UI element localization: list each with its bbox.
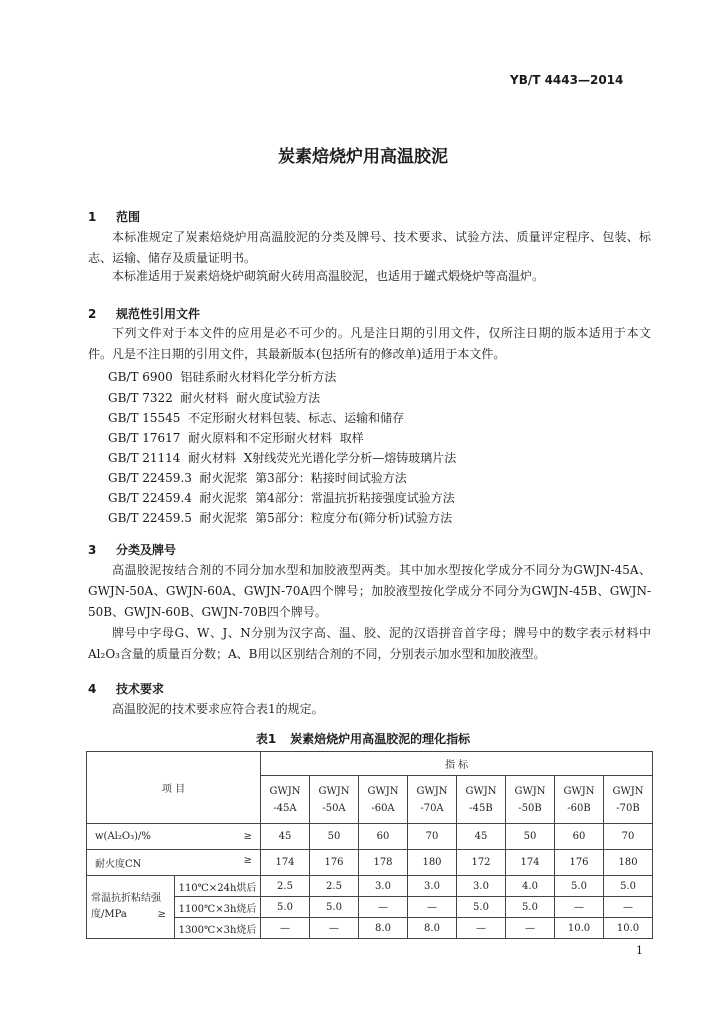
table-cell: 70 [408,824,457,850]
table-cell: 70 [604,824,653,850]
reference-item: GB/T 6900 铝硅系耐火材料化学分析方法 [108,370,337,384]
grade-header: GWJN -70A [408,776,457,824]
index-header-cell [261,752,653,776]
table-cell: 5.0 [310,897,359,918]
section-4-heading [88,680,164,697]
table-cell: 60 [359,824,408,850]
table-cell: 4.0 [506,876,555,897]
specification-table [86,751,653,939]
item-header: 项 目 [161,784,186,795]
table-caption-number: 表1 [255,732,277,746]
table-cell: 45 [457,824,506,850]
grade-header: GWJN -70B [604,776,653,824]
section-3-paragraph-1: 高温胶泥按结合剂的不同分加水型和加胶液型两类。其中加水型按化学成分不同分为GWJN-45A、GWJN-50A、GWJN-60A、GWJN-70A四个牌号；加胶液型按化学成分不同分为GWJN-45B、GWJN-50B、GWJN-60B、GWJN-70B四个牌号。 [88,563,651,619]
section-3-heading [88,541,176,558]
table-caption-title: 炭素焙烧炉用高温胶泥的理化指标 [290,732,471,746]
row-label-al2o3: w(Al₂O₃)/% ≥ [87,824,261,850]
section-number: 4 [88,682,97,696]
table-cell: 5.0 [261,897,310,918]
table-caption [0,730,726,747]
table-cell: 3.0 [408,876,457,897]
grade-header: GWJN -45A [261,776,310,824]
reference-item: GB/T 17617 耐火原料和不定形耐火材料 取样 [108,431,364,445]
grade-header: GWJN -60B [555,776,604,824]
grade-header: GWJN -50B [506,776,555,824]
section-3-paragraph-2: 牌号中字母G、W、J、N分别为汉字高、温、胶、泥的汉语拼音首字母；牌号中的数字表示材料中Al₂O₃含量的质量百分数；A、B用以区别结合剂的不同，分别表示加水型和加胶液型。 [88,626,651,661]
grade-header: GWJN -60A [359,776,408,824]
grade-header: GWJN -50A [310,776,359,824]
section-title: 分类及牌号 [116,543,177,557]
page-number: 1 [636,944,643,957]
section-number: 2 [88,307,97,321]
reference-item: GB/T 22459.4 耐火泥浆 第4部分：常温抗折粘接强度试验方法 [108,491,455,505]
table-cell: 5.0 [506,897,555,918]
table-cell: 5.0 [604,876,653,897]
section-1-paragraph-2: 本标准适用于炭素焙烧炉砌筑耐火砖用高温胶泥，也适用于罐式煅烧炉等高温炉。 [112,269,545,283]
table-cell: 8.0 [408,918,457,939]
table-cell: 176 [310,850,359,876]
reference-item: GB/T 22459.3 耐火泥浆 第3部分：粘接时间试验方法 [108,471,407,485]
table-cell: 3.0 [457,876,506,897]
section-title: 范围 [116,210,141,224]
row-label-refractoriness: 耐火度CN ≥ [87,850,261,876]
condition-cell: 1100℃×3h烧后 [175,897,261,918]
table-cell: 10.0 [604,918,653,939]
reference-item: GB/T 21114 耐火材料 X射线荧光光谱化学分析—熔铸玻璃片法 [108,451,457,465]
table-cell: 8.0 [359,918,408,939]
table-cell: 180 [408,850,457,876]
table-cell: — [261,918,310,939]
table-cell: — [310,918,359,939]
section-title: 规范性引用文件 [116,307,201,321]
table-row [87,876,653,897]
table-cell: 2.5 [310,876,359,897]
table-cell: — [408,897,457,918]
table-cell: 172 [457,850,506,876]
table-cell: 10.0 [555,918,604,939]
table-row [87,824,653,850]
condition-cell: 110℃×24h烘后 [175,876,261,897]
table-cell: — [359,897,408,918]
reference-item: GB/T 15545 不定形耐火材料包装、标志、运输和储存 [108,411,405,425]
page-title: 炭素焙烧炉用高温胶泥 [278,147,448,167]
table-cell: 174 [261,850,310,876]
table-cell: 178 [359,850,408,876]
item-header-cell [87,752,261,824]
row-label-bending-strength: 常温抗折粘结强 度/MPa ≥ [87,876,175,939]
index-header: 指 标 [444,760,469,771]
standard-code: YB/T 4443—2014 [510,73,624,87]
table-cell: 174 [506,850,555,876]
section-title: 技术要求 [116,682,165,696]
table-cell: 50 [506,824,555,850]
table-cell: — [506,918,555,939]
section-2-heading [88,305,200,322]
table-cell: 45 [261,824,310,850]
table-cell: — [457,918,506,939]
section-4-paragraph-1: 高温胶泥的技术要求应符合表1的规定。 [112,702,324,716]
table-cell: 176 [555,850,604,876]
reference-item: GB/T 7322 耐火材料 耐火度试验方法 [108,391,321,405]
table-cell: — [604,897,653,918]
grade-header: GWJN -45B [457,776,506,824]
table-cell: 3.0 [359,876,408,897]
section-2-paragraph-1: 下列文件对于本文件的应用是必不可少的。凡是注日期的引用文件，仅所注日期的版本适用于本文件。凡是不注日期的引用文件，其最新版本(包括所有的修改单)适用于本文件。 [88,326,651,361]
section-1-heading [88,208,140,225]
table-row [87,850,653,876]
table-cell: 50 [310,824,359,850]
table-cell: 5.0 [555,876,604,897]
table-cell: 60 [555,824,604,850]
condition-cell: 1300℃×3h烧后 [175,918,261,939]
reference-item: GB/T 22459.5 耐火泥浆 第5部分：粒度分布(筛分析)试验方法 [108,511,453,525]
table-cell: 2.5 [261,876,310,897]
section-number: 1 [88,210,97,224]
table-cell: 5.0 [457,897,506,918]
table-cell: — [555,897,604,918]
section-1-paragraph-1: 本标准规定了炭素焙烧炉用高温胶泥的分类及牌号、技术要求、试验方法、质量评定程序、包装、标志、运输、储存及质量证明书。 [88,230,651,265]
table-cell: 180 [604,850,653,876]
section-number: 3 [88,543,97,557]
